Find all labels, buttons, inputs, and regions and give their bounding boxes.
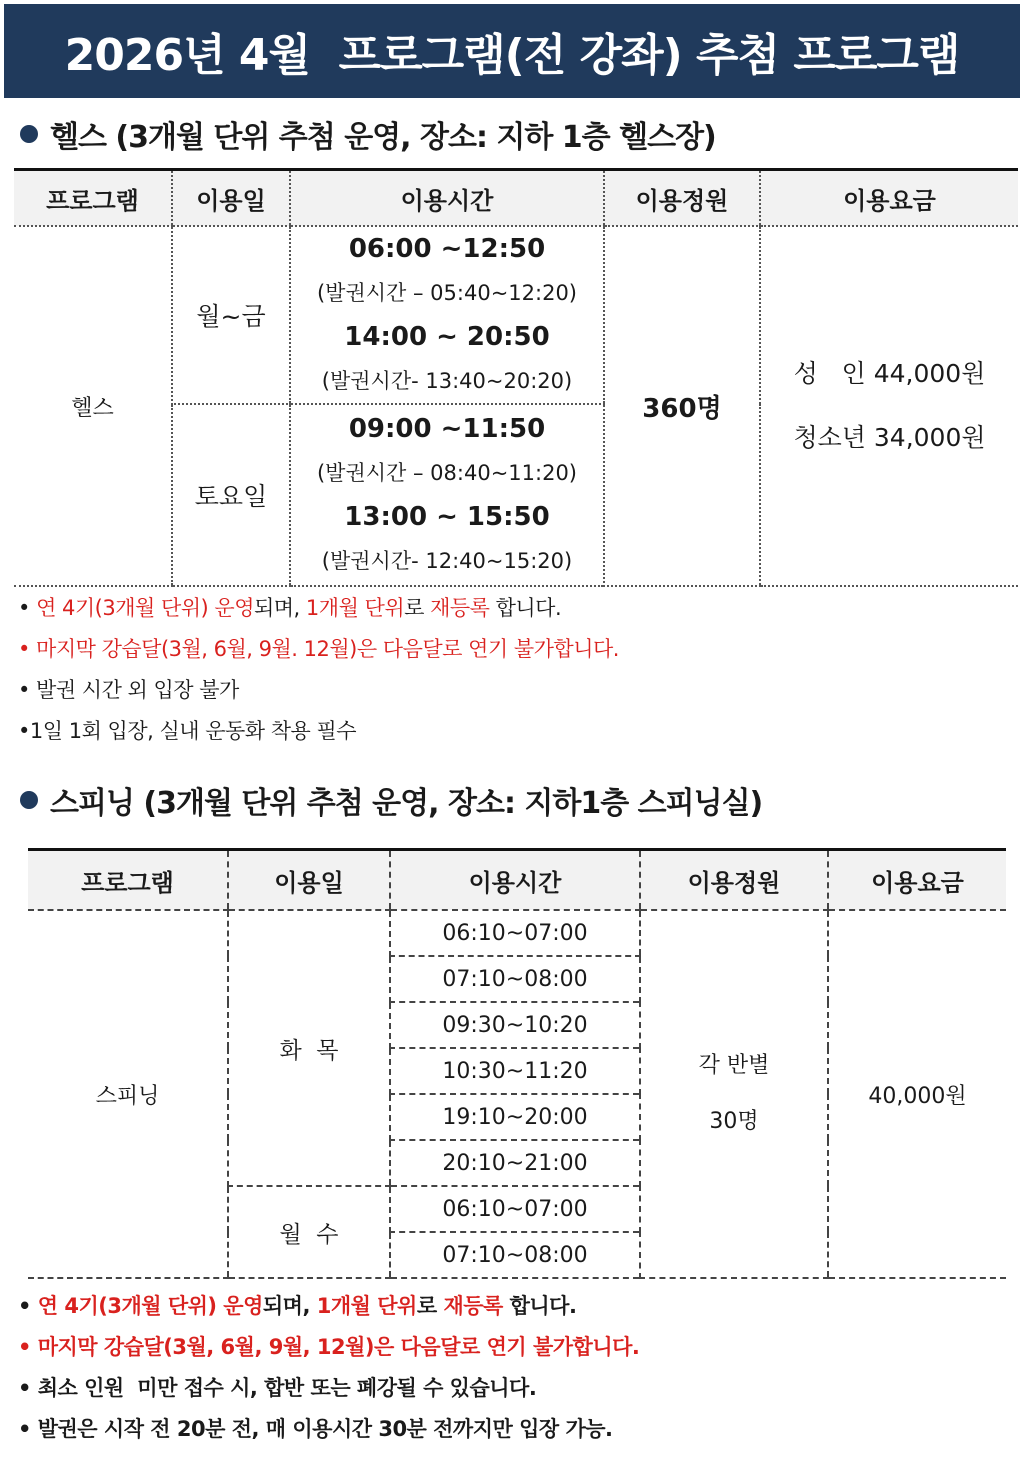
note-text: 로 (416, 1294, 444, 1318)
header-time: 이용시간 (390, 850, 640, 911)
capacity-cell (640, 910, 828, 1278)
program-name: 헬스 (14, 226, 172, 586)
note-line: • 최소 인원 미만 접수 시, 합반 또는 폐강될 수 있습니다. (18, 1376, 537, 1400)
time-slot: 20:10~21:00 (390, 1140, 640, 1186)
note-line: •1일 1회 입장, 실내 운동화 착용 필수 (18, 719, 357, 743)
spinning-schedule-table (28, 848, 1006, 1279)
note-prefix: • (18, 1294, 38, 1318)
health-schedule-table (14, 168, 1018, 587)
capacity-line: 30명 (709, 1109, 759, 1134)
time-slot: 06:10~07:00 (390, 1186, 640, 1232)
ticket-time: (발권시간- 12:40~15:20) (321, 549, 573, 573)
note-red-text: 재등록 (430, 596, 490, 620)
fee-value: 40,000원 (828, 910, 1006, 1278)
time-slot: 06:00 ~12:50 (348, 234, 546, 264)
header-program: 프로그램 (28, 850, 228, 911)
note-red-text: 재등록 (443, 1294, 503, 1318)
section-spinning-heading (20, 778, 762, 822)
time-slot: 06:10~07:00 (390, 910, 640, 956)
day-tue-thu: 화 목 (228, 910, 390, 1186)
saturday-times (290, 404, 604, 586)
header-day: 이용일 (172, 170, 290, 227)
note-red-text: 연 4기(3개월 단위) 운영 (37, 1294, 263, 1318)
table-header-row (14, 170, 1018, 227)
fee-adult: 성 인 44,000원 (793, 359, 986, 388)
note-red-text: 연 4기(3개월 단위) 운영 (36, 596, 254, 620)
header-fee: 이용요금 (760, 170, 1018, 227)
day-saturday: 토요일 (172, 404, 290, 586)
fee-cell (760, 226, 1018, 586)
program-name: 스피닝 (28, 910, 228, 1278)
note-line (18, 1286, 639, 1327)
note-red-text: 1개월 단위 (305, 596, 405, 620)
bullet-circle-icon (20, 791, 38, 809)
bullet-circle-icon (20, 125, 38, 143)
time-slot: 07:10~08:00 (390, 1232, 640, 1278)
note-line: • 마지막 강습달(3월, 6월, 9월. 12월)은 다음달로 연기 불가합니다. (18, 637, 619, 661)
header-day: 이용일 (228, 850, 390, 911)
time-slot: 14:00 ~ 20:50 (344, 322, 550, 352)
header-capacity: 이용정원 (640, 850, 828, 911)
header-capacity: 이용정원 (604, 170, 760, 227)
note-text: 합니다. (489, 596, 562, 620)
fee-youth: 청소년 34,000원 (793, 423, 986, 452)
note-text: 되며, (262, 1294, 317, 1318)
time-slot: 19:10~20:00 (390, 1094, 640, 1140)
section-health-title: 헬스 (3개월 단위 추첨 운영, 장소: 지하 1층 헬스장) (50, 120, 716, 155)
time-slot: 09:00 ~11:50 (348, 414, 546, 444)
page-banner (4, 4, 1020, 98)
time-slot: 09:30~10:20 (390, 1002, 640, 1048)
capacity-line: 각 반별 (698, 1053, 770, 1078)
banner-title: 2026년 4월 프로그램(전 강좌) 추첨 프로그램 (64, 30, 960, 81)
note-text: 합니다. (502, 1294, 577, 1318)
day-weekday: 월~금 (172, 226, 290, 404)
table-row (14, 226, 1018, 404)
note-line: • 발권 시간 외 입장 불가 (18, 678, 239, 702)
time-slot: 13:00 ~ 15:50 (344, 502, 550, 532)
spinning-notes (18, 1286, 639, 1450)
header-program: 프로그램 (14, 170, 172, 227)
weekday-times (290, 226, 604, 404)
header-time: 이용시간 (290, 170, 604, 227)
health-notes (18, 588, 619, 752)
note-prefix: • (18, 596, 37, 620)
note-red-text: 1개월 단위 (316, 1294, 417, 1318)
header-fee: 이용요금 (828, 850, 1006, 911)
note-line (18, 588, 619, 629)
time-slot: 10:30~11:20 (390, 1048, 640, 1094)
ticket-time: (발권시간 – 05:40~12:20) (316, 281, 577, 305)
section-health-heading (20, 112, 716, 156)
time-slot: 07:10~08:00 (390, 956, 640, 1002)
table-header-row (28, 850, 1006, 911)
table-row (28, 910, 1006, 956)
capacity-value: 360명 (604, 226, 760, 586)
note-text: 되며, (253, 596, 306, 620)
note-line: • 마지막 강습달(3월, 6월, 9월, 12월)은 다음달로 연기 불가합니다. (18, 1335, 640, 1359)
day-mon-wed: 월 수 (228, 1186, 390, 1278)
note-text: 로 (404, 596, 431, 620)
ticket-time: (발권시간- 13:40~20:20) (321, 369, 573, 393)
ticket-time: (발권시간 – 08:40~11:20) (316, 461, 577, 485)
note-line: • 발권은 시작 전 20분 전, 매 이용시간 30분 전까지만 입장 가능. (18, 1417, 613, 1441)
section-spinning-title: 스피닝 (3개월 단위 추첨 운영, 장소: 지하1층 스피닝실) (50, 786, 763, 821)
